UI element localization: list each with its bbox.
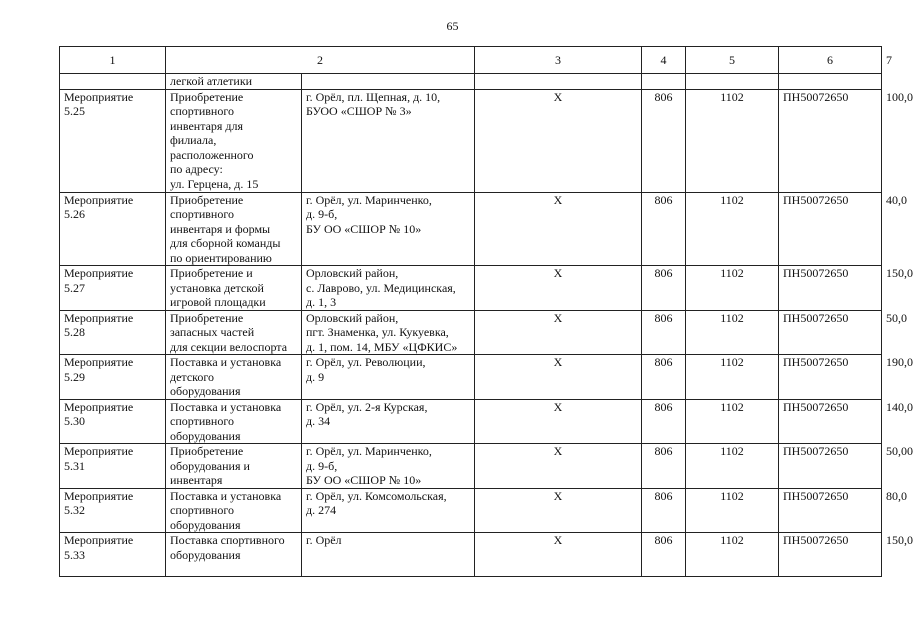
header-row: 1 2 3 4 5 6 7 (60, 47, 882, 74)
description-cell: Поставка спортивного оборудования (166, 533, 302, 577)
x-cell: X (475, 444, 642, 489)
section-cell: 1102 (686, 399, 779, 444)
location-cell: г. Орёл, ул. Революции, д. 9 (302, 355, 475, 400)
empty-cell (302, 74, 475, 90)
column-header-4: 4 (642, 47, 686, 74)
empty-cell (779, 74, 882, 90)
event-cell: Мероприятие 5.25 (60, 89, 166, 192)
empty-cell (475, 74, 642, 90)
table-row: Мероприятие 5.29 Поставка и установка детского оборудования г. Орёл, ул. Революции, д. 9 X 806 1102 ПН50072650 190,0 (60, 355, 882, 400)
description-cell: Приобретение спортивного инвентаря и формы для сборной команды по ориентированию (166, 192, 302, 266)
event-cell: Мероприятие 5.32 (60, 488, 166, 533)
section-cell: 1102 (686, 533, 779, 577)
code-cell: 806 (642, 488, 686, 533)
description-cell: Поставка и установка детского оборудования (166, 355, 302, 400)
code-cell: 806 (642, 399, 686, 444)
target-cell: ПН50072650 (779, 89, 882, 192)
table-row: Мероприятие 5.26 Приобретение спортивного инвентаря и формы для сборной команды по ориентированию г. Орёл, ул. Маринченко, д. 9-б, БУ ОО «СШОР № 10» X 806 1102 ПН50072650 40,0 (60, 192, 882, 266)
x-cell: X (475, 266, 642, 311)
table-row: Мероприятие 5.31 Приобретение оборудования и инвентаря г. Орёл, ул. Маринченко, д. 9-б, БУ ОО «СШОР № 10» X 806 1102 ПН50072650 50,00 (60, 444, 882, 489)
table-row: Мероприятие 5.32 Поставка и установка спортивного оборудования г. Орёл, ул. Комсомольская, д. 274 X 806 1102 ПН50072650 80,0 (60, 488, 882, 533)
continuation-row (60, 74, 882, 90)
target-cell: ПН50072650 (779, 355, 882, 400)
x-cell: X (475, 533, 642, 577)
section-cell: 1102 (686, 444, 779, 489)
column-header-1: 1 (60, 47, 166, 74)
code-cell: 806 (642, 444, 686, 489)
location-cell: г. Орёл (302, 533, 475, 577)
event-cell: Мероприятие 5.29 (60, 355, 166, 400)
event-cell: Мероприятие 5.28 (60, 310, 166, 355)
table-row: Мероприятие 5.28 Приобретение запасных частей для секции велоспорта Орловский район, пгт. Знаменка, ул. Кукуевка, д. 1, пом. 14, МБУ «ЦФКИС» X 806 1102 ПН50072650 50,0 (60, 310, 882, 355)
page-number: 65 (446, 19, 459, 33)
location-cell: Орловский район, с. Лаврово, ул. Медицинская, д. 1, 3 (302, 266, 475, 311)
target-cell: ПН50072650 (779, 399, 882, 444)
section-cell: 1102 (686, 355, 779, 400)
location-cell: г. Орёл, ул. Маринченко, д. 9-б, БУ ОО «СШОР № 10» (302, 192, 475, 266)
target-cell: ПН50072650 (779, 192, 882, 266)
target-cell: ПН50072650 (779, 310, 882, 355)
code-cell: 806 (642, 310, 686, 355)
column-header-6: 6 (779, 47, 882, 74)
target-cell: ПН50072650 (779, 533, 882, 577)
description-cell: Поставка и установка спортивного оборудования (166, 488, 302, 533)
section-cell: 1102 (686, 89, 779, 192)
table-row: Мероприятие 5.33 Поставка спортивного оборудования г. Орёл X 806 1102 ПН50072650 150,0 (60, 533, 882, 577)
code-cell: 806 (642, 355, 686, 400)
x-cell: X (475, 310, 642, 355)
event-cell: Мероприятие 5.33 (60, 533, 166, 577)
location-cell: г. Орёл, ул. 2-я Курская, д. 34 (302, 399, 475, 444)
empty-cell (642, 74, 686, 90)
target-cell: ПН50072650 (779, 444, 882, 489)
location-cell: г. Орёл, ул. Маринченко, д. 9-б, БУ ОО «СШОР № 10» (302, 444, 475, 489)
x-cell: X (475, 355, 642, 400)
event-cell: Мероприятие 5.31 (60, 444, 166, 489)
x-cell: X (475, 192, 642, 266)
description-cell: Приобретение спортивного инвентаря для филиала, расположенного по адресу: ул. Герцена, д. 15 (166, 89, 302, 192)
column-header-2: 2 (166, 47, 475, 74)
location-cell: г. Орёл, ул. Комсомольская, д. 274 (302, 488, 475, 533)
description-cell: Приобретение запасных частей для секции велоспорта (166, 310, 302, 355)
target-cell: ПН50072650 (779, 488, 882, 533)
event-cell: Мероприятие 5.26 (60, 192, 166, 266)
column-header-5: 5 (686, 47, 779, 74)
table-row: Мероприятие 5.27 Приобретение и установка детской игровой площадки Орловский район, с. Лаврово, ул. Медицинская, д. 1, 3 X 806 1102 ПН50072650 150,0 (60, 266, 882, 311)
continuation-text: легкой атлетики (166, 74, 302, 90)
location-cell: Орловский район, пгт. Знаменка, ул. Кукуевка, д. 1, пом. 14, МБУ «ЦФКИС» (302, 310, 475, 355)
x-cell: X (475, 488, 642, 533)
code-cell: 806 (642, 533, 686, 577)
empty-cell (686, 74, 779, 90)
column-header-3: 3 (475, 47, 642, 74)
budget-table (59, 46, 913, 577)
empty-cell (60, 74, 166, 90)
x-cell: X (475, 89, 642, 192)
table-row: Мероприятие 5.25 Приобретение спортивного инвентаря для филиала, расположенного по адресу: ул. Герцена, д. 15 г. Орёл, пл. Щепная, д. 10, БУОО «СШОР № 3» X 806 1102 ПН50072650 100,0 (60, 89, 882, 192)
section-cell: 1102 (686, 310, 779, 355)
section-cell: 1102 (686, 266, 779, 311)
table-row: Мероприятие 5.30 Поставка и установка спортивного оборудования г. Орёл, ул. 2-я Курская, д. 34 X 806 1102 ПН50072650 140,0 (60, 399, 882, 444)
section-cell: 1102 (686, 192, 779, 266)
event-cell: Мероприятие 5.30 (60, 399, 166, 444)
target-cell: ПН50072650 (779, 266, 882, 311)
location-cell: г. Орёл, пл. Щепная, д. 10, БУОО «СШОР № 3» (302, 89, 475, 192)
code-cell: 806 (642, 89, 686, 192)
event-cell: Мероприятие 5.27 (60, 266, 166, 311)
x-cell: X (475, 399, 642, 444)
section-cell: 1102 (686, 488, 779, 533)
description-cell: Поставка и установка спортивного оборудования (166, 399, 302, 444)
code-cell: 806 (642, 266, 686, 311)
description-cell: Приобретение оборудования и инвентаря (166, 444, 302, 489)
description-cell: Приобретение и установка детской игровой площадки (166, 266, 302, 311)
code-cell: 806 (642, 192, 686, 266)
